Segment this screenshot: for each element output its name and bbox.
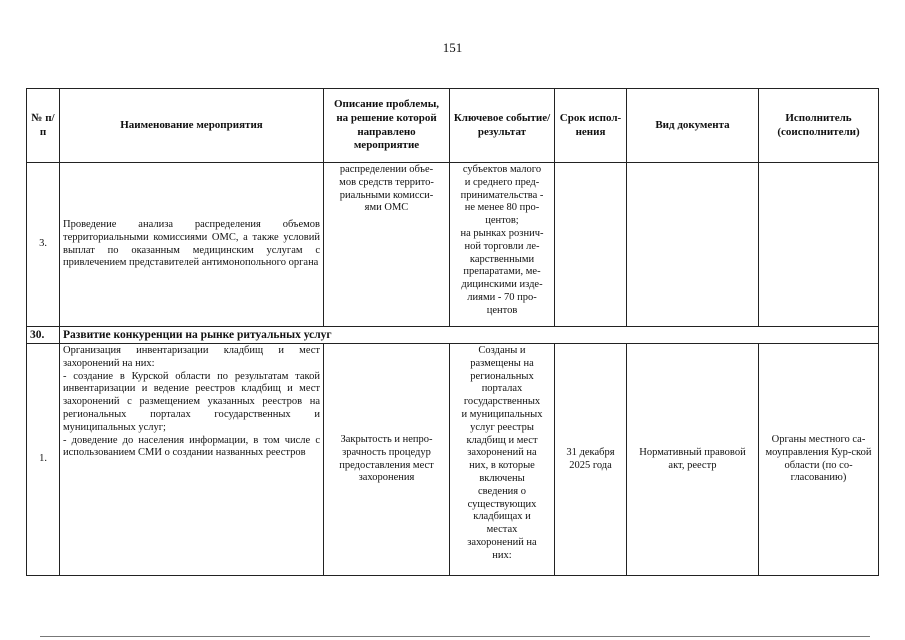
text-line: мов средств террито- bbox=[339, 176, 434, 188]
row3-doc-type bbox=[627, 163, 759, 327]
text-line: услуг реестры bbox=[470, 421, 534, 433]
text-line: Организация инвентаризации кладбищ и мест захоронений на них: bbox=[63, 345, 320, 369]
row1-name bbox=[60, 344, 324, 576]
page-bottom-rule bbox=[40, 636, 870, 637]
text-line: них, в которые bbox=[469, 460, 535, 472]
text-line: региональных bbox=[470, 370, 534, 382]
header-executor: Исполнитель (соисполнители) bbox=[759, 89, 879, 163]
text-line: риальными комисси- bbox=[339, 189, 434, 201]
row3-deadline bbox=[555, 163, 627, 327]
measures-table bbox=[26, 88, 879, 576]
text-line: включены bbox=[479, 472, 525, 484]
text-line: захоронений на bbox=[467, 536, 537, 548]
row3-problem bbox=[324, 163, 450, 327]
row3-executor bbox=[759, 163, 879, 327]
text-line: ной торговли ле- bbox=[464, 240, 540, 252]
text-line: лиями - 70 про- bbox=[467, 291, 537, 303]
header-problem: Описание проблемы, на решение которой направлено мероприятие bbox=[324, 89, 450, 163]
text-line: дицинскими изде- bbox=[461, 279, 543, 291]
row3-name: Проведение анализа распределения объемов территориальными комиссиями ОМС, а также условий выплат по оказанным медицинским услугам с привлечением представителей антимонопольного органа bbox=[60, 163, 324, 327]
row3-num: 3. bbox=[27, 163, 60, 327]
text-line: ями ОМС bbox=[364, 202, 409, 214]
header-deadline: Срок испол- нения bbox=[555, 89, 627, 163]
text-line: центов bbox=[486, 304, 518, 316]
text-line: них: bbox=[492, 549, 512, 561]
row1-deadline: 31 декабря 2025 года bbox=[555, 344, 627, 576]
row1-doc-type: Нормативный правовой акт, реестр bbox=[627, 344, 759, 576]
text-line: распределении объе- bbox=[339, 164, 434, 175]
header-event: Ключевое событие/ результат bbox=[450, 89, 555, 163]
text-line: государственных bbox=[463, 396, 541, 408]
text-line: - создание в Курской области по результатам такой инвентаризации и ведение реестров кладбищ и мест захоронений с размещением указанных реестров на региональных порталах государственных и муниципальных услуг; bbox=[63, 370, 320, 433]
section-30-num: 30. bbox=[27, 327, 60, 344]
header-name: Наименование мероприятия bbox=[60, 89, 324, 163]
row1-executor: Органы местного са-моуправления Кур-ской области (по со-гласованию) bbox=[759, 344, 879, 576]
section-30-title: Развитие конкуренции на рынке ритуальных услуг bbox=[60, 327, 879, 344]
text-line: препаратами, ме- bbox=[463, 266, 541, 278]
text-line: карственными bbox=[469, 253, 535, 265]
row3-event bbox=[450, 163, 555, 327]
text-line: не менее 80 про- bbox=[464, 202, 540, 214]
text-line: размещены на bbox=[470, 357, 534, 369]
text-line: Созданы и bbox=[478, 345, 526, 357]
row1-num: 1. bbox=[27, 344, 60, 576]
text-line: местах bbox=[486, 524, 518, 536]
text-line: субъектов малого bbox=[462, 164, 542, 175]
header-doc-type: Вид документа bbox=[627, 89, 759, 163]
text-line: - доведение до населения информации, в том числе с использованием СМИ о создании названных реестров bbox=[63, 434, 320, 459]
text-line: кладбищ и мест bbox=[466, 434, 538, 446]
table-row-3 bbox=[27, 163, 879, 327]
text-line: принимательства - bbox=[460, 189, 544, 201]
row1-event bbox=[450, 344, 555, 576]
text-line: на рынках рознич- bbox=[460, 227, 544, 239]
table-row-1 bbox=[27, 344, 879, 576]
text-line: существующих bbox=[467, 498, 537, 510]
text-line: и муниципальных bbox=[461, 409, 543, 420]
text-line: порталах bbox=[481, 383, 523, 395]
section-30-row bbox=[27, 327, 879, 344]
page-number: 151 bbox=[442, 40, 463, 55]
table-header-row bbox=[27, 89, 879, 163]
header-num: № п/п bbox=[27, 89, 60, 163]
text-line: захоронений на bbox=[467, 447, 537, 459]
text-line: кладбищах и bbox=[473, 511, 531, 523]
text-line: и среднего пред- bbox=[464, 176, 540, 188]
text-line: центов; bbox=[485, 215, 519, 227]
text-line: сведения о bbox=[477, 485, 527, 497]
row1-problem: Закрытость и непро-зрачность процедур предоставления мест захоронения bbox=[324, 344, 450, 576]
